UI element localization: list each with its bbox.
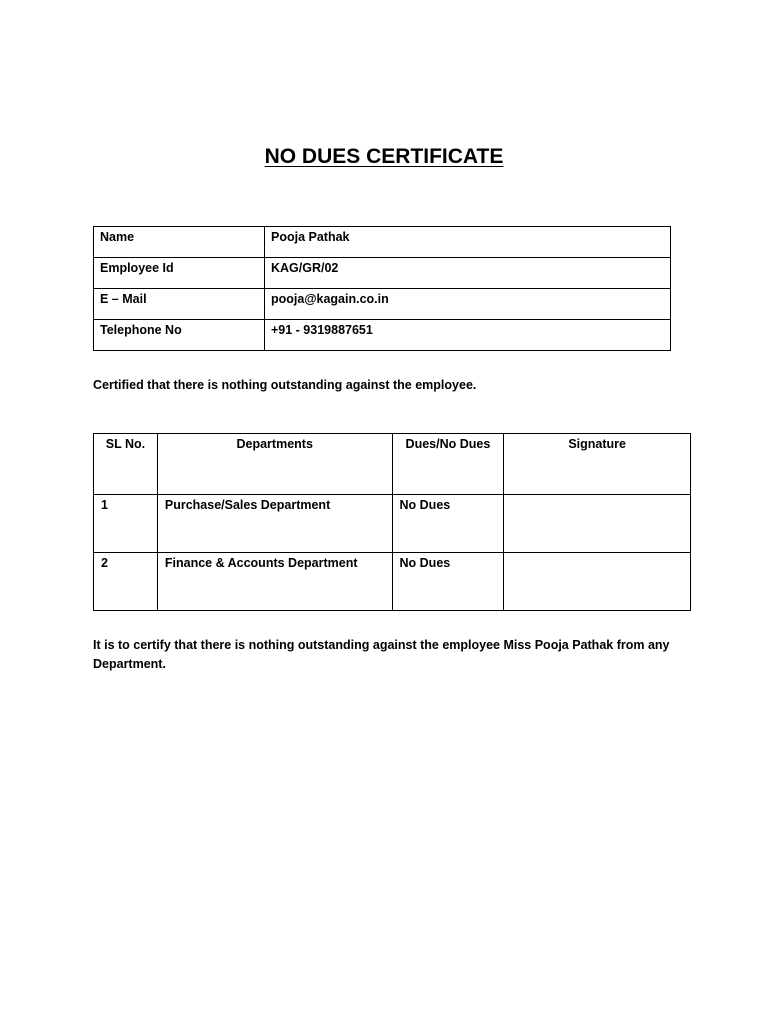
row-sl-no: 1 — [94, 495, 158, 553]
header-dues-status: Dues/No Dues — [392, 434, 504, 495]
row-signature-cell — [504, 553, 691, 611]
email-label: E – Mail — [94, 289, 265, 320]
name-value: Pooja Pathak — [265, 227, 671, 258]
table-row — [94, 258, 671, 289]
table-row — [94, 320, 671, 351]
document-title — [0, 144, 768, 170]
telephone-label: Telephone No — [94, 320, 265, 351]
row-sl-no: 2 — [94, 553, 158, 611]
row-department: Purchase/Sales Department — [157, 495, 392, 553]
table-row — [94, 553, 691, 611]
name-label: Name — [94, 227, 265, 258]
header-signature: Signature — [504, 434, 691, 495]
row-dues-status: No Dues — [392, 495, 504, 553]
email-value: pooja@kagain.co.in — [265, 289, 671, 320]
header-departments: Departments — [157, 434, 392, 495]
row-dues-status: No Dues — [392, 553, 504, 611]
employee-info-table — [93, 226, 671, 351]
table-header-row — [94, 434, 691, 495]
final-statement: It is to certify that there is nothing outstanding against the employee Miss Pooja Pathak from any Department. — [93, 638, 670, 671]
telephone-value: +91 - 9319887651 — [265, 320, 671, 351]
row-department: Finance & Accounts Department — [157, 553, 392, 611]
table-row — [94, 227, 671, 258]
certified-statement: Certified that there is nothing outstanding against the employee. — [93, 378, 477, 392]
employee-id-label: Employee Id — [94, 258, 265, 289]
departments-table — [93, 433, 691, 611]
row-signature-cell — [504, 495, 691, 553]
table-row — [94, 495, 691, 553]
document-title-text: NO DUES CERTIFICATE — [264, 145, 504, 168]
table-row — [94, 289, 671, 320]
employee-id-value: KAG/GR/02 — [265, 258, 671, 289]
header-sl-no: SL No. — [94, 434, 158, 495]
